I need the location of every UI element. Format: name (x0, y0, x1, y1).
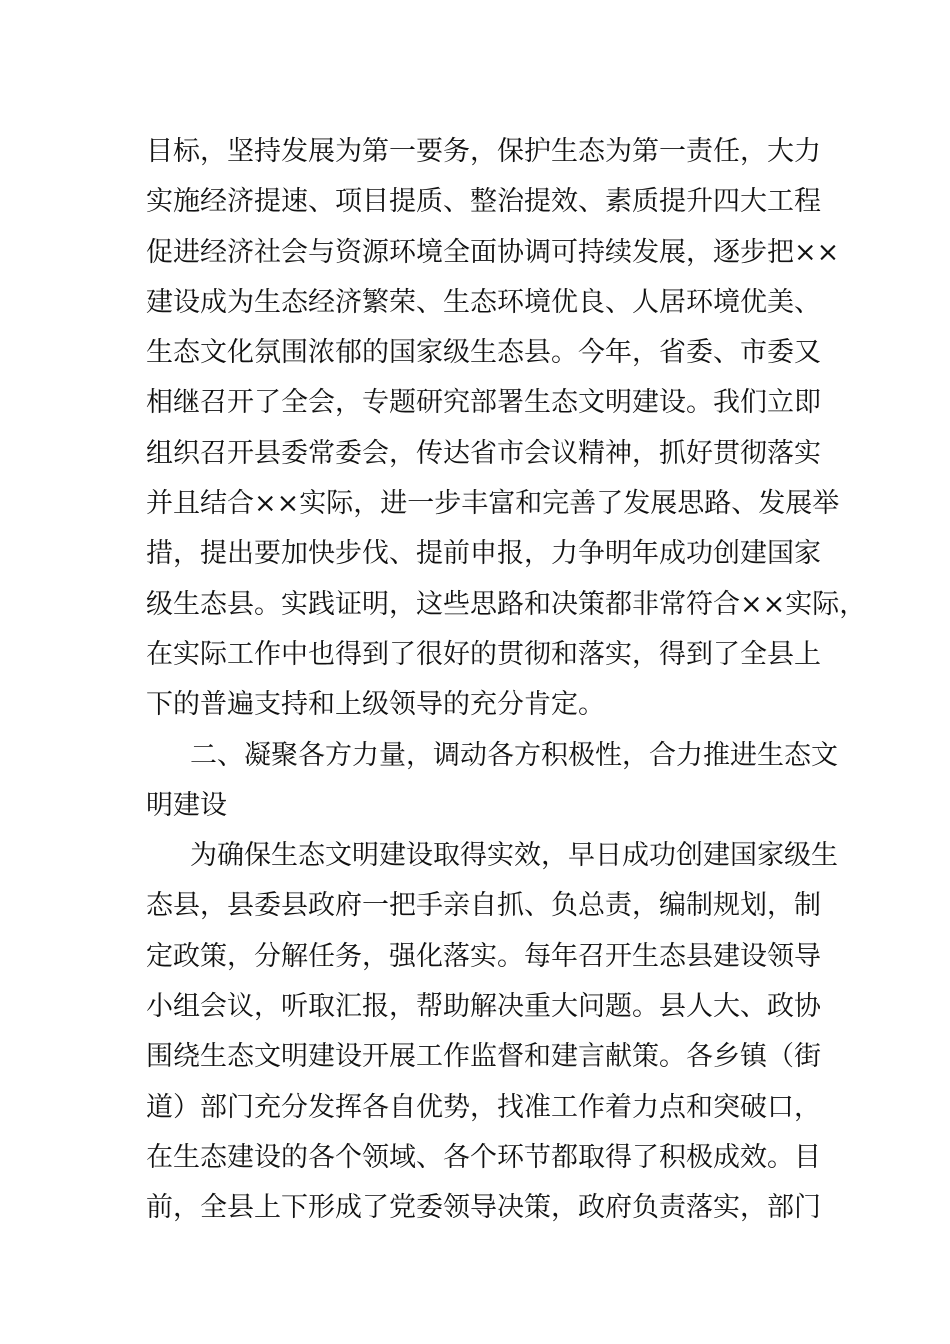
text-line: 目标，坚持发展为第一要务，保护生态为第一责任，大力 (146, 136, 821, 167)
text-line: 下的普遍支持和上级领导的充分肯定。 (146, 689, 605, 721)
text-line: 小组会议，听取汇报，帮助解决重大问题。县人大、政协 (146, 991, 821, 1023)
text-line: 级生态县。实践证明，这些思路和决策都非常符合××实际， (146, 588, 867, 620)
text-line: 道）部门充分发挥各自优势，找准工作着力点和突破口， (146, 1091, 821, 1123)
section-heading-continued: 明建设 (146, 789, 227, 821)
text-line: 态县，县委县政府一把手亲自抓、负总责，编制规划，制 (146, 890, 821, 922)
text-line: 促进经济社会与资源环境全面协调可持续发展，逐步把×× (146, 236, 840, 268)
text-line: 相继召开了全会，专题研究部署生态文明建设。我们立即 (146, 387, 821, 419)
text-line: 定政策，分解任务，强化落实。每年召开生态县建设领导 (146, 940, 821, 972)
text-line: 生态文化氛围浓郁的国家级生态县。今年，省委、市委又 (146, 337, 821, 369)
body-text (146, 127, 867, 1234)
section-heading: 二、凝聚各方力量，调动各方积极性，合力推进生态文 (190, 739, 838, 771)
text-line: 在实际工作中也得到了很好的贯彻和落实，得到了全县上 (146, 638, 821, 670)
text-line: 在生态建设的各个领域、各个环节都取得了积极成效。目 (146, 1141, 821, 1173)
text-line: 前，全县上下形成了党委领导决策，政府负责落实，部门 (146, 1192, 821, 1224)
text-line: 措，提出要加快步伐、提前申报，力争明年成功创建国家 (146, 538, 821, 570)
text-line: 组织召开县委常委会，传达省市会议精神，抓好贯彻落实 (146, 437, 821, 469)
text-line: 建设成为生态经济繁荣、生态环境优良、人居环境优美、 (146, 286, 821, 318)
text-line: 实施经济提速、项目提质、整治提效、素质提升四大工程 (146, 186, 821, 218)
text-line: 为确保生态文明建设取得实效，早日成功创建国家级生 (190, 840, 838, 872)
text-line: 围绕生态文明建设开展工作监督和建言献策。各乡镇（街 (146, 1041, 821, 1073)
text-line: 并且结合××实际，进一步丰富和完善了发展思路、发展举 (146, 488, 840, 520)
